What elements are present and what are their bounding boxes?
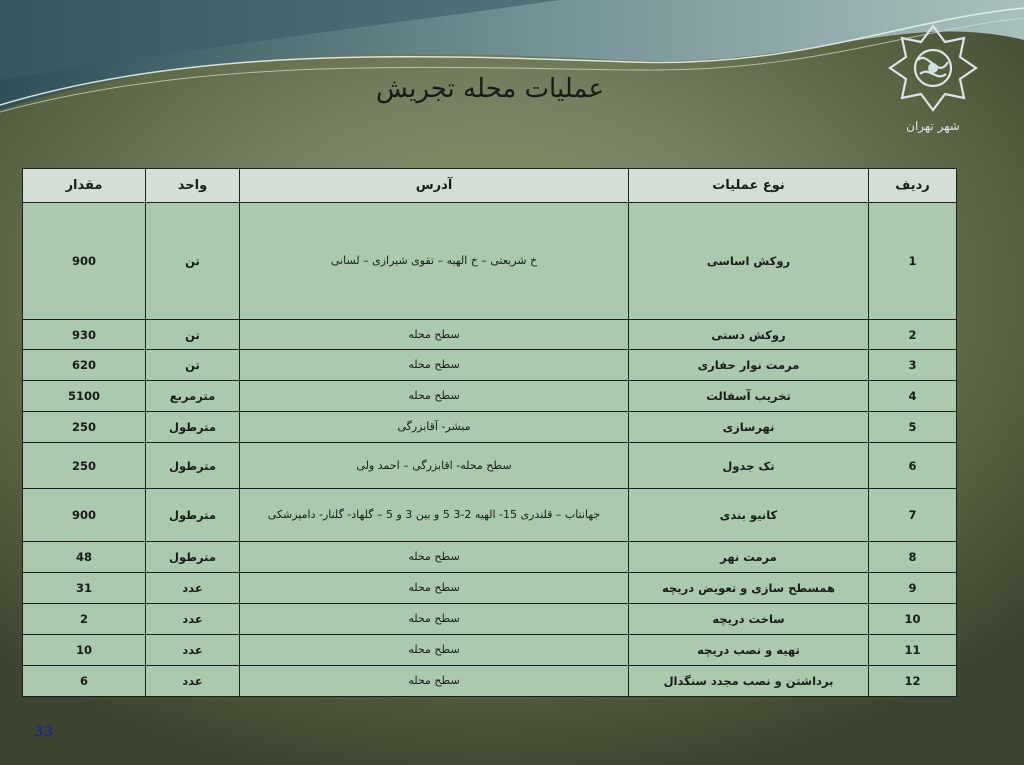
cell-unit: عدد: [146, 666, 240, 697]
table-row: [23, 635, 957, 666]
slide-title: عملیات محله تجریش: [376, 74, 604, 104]
table-row: [23, 542, 957, 573]
header-quantity: مقدار: [23, 169, 146, 203]
cell-row-no: 12: [869, 666, 957, 697]
table-row: [23, 350, 957, 381]
cell-operation: نهرسازی: [629, 412, 869, 443]
cell-quantity: 31: [23, 573, 146, 604]
cell-operation: ساخت دریچه: [629, 604, 869, 635]
header-address: آدرس: [240, 169, 629, 203]
cell-address: خ شریعتی – خ الهیه – تقوی شیرازی – لسانی: [240, 203, 629, 320]
cell-address: سطح محله: [240, 381, 629, 412]
table-row: [23, 412, 957, 443]
cell-operation: تهیه و نصب دریچه: [629, 635, 869, 666]
logo-caption: شهر تهران: [906, 119, 960, 133]
cell-operation: مرمت نهر: [629, 542, 869, 573]
cell-address: سطح محله: [240, 635, 629, 666]
table-row: [23, 443, 957, 489]
table-row: [23, 381, 957, 412]
cell-quantity: 900: [23, 203, 146, 320]
cell-operation: روکش دستی: [629, 320, 869, 350]
cell-row-no: 3: [869, 350, 957, 381]
header-unit: واحد: [146, 169, 240, 203]
cell-address: جهانتاب – قلندری 15- الهیه 2-3 5 و بین 3 و 5 – گلهاد- گلنار- دامپزشکی: [240, 489, 629, 542]
cell-address: سطح محله: [240, 542, 629, 573]
page-number: 33: [34, 724, 54, 740]
cell-quantity: 5100: [23, 381, 146, 412]
cell-operation: روکش اساسی: [629, 203, 869, 320]
header-row-no: ردیف: [869, 169, 957, 203]
cell-quantity: 250: [23, 443, 146, 489]
cell-row-no: 8: [869, 542, 957, 573]
cell-quantity: 250: [23, 412, 146, 443]
cell-unit: عدد: [146, 573, 240, 604]
header-operation: نوع عملیات: [629, 169, 869, 203]
cell-operation: کانیو بندی: [629, 489, 869, 542]
cell-quantity: 6: [23, 666, 146, 697]
cell-unit: تن: [146, 320, 240, 350]
cell-row-no: 5: [869, 412, 957, 443]
cell-row-no: 10: [869, 604, 957, 635]
table-row: [23, 604, 957, 635]
cell-unit: مترمربع: [146, 381, 240, 412]
table-header-row: [23, 169, 957, 203]
cell-quantity: 10: [23, 635, 146, 666]
cell-address: سطح محله: [240, 320, 629, 350]
cell-unit: مترطول: [146, 489, 240, 542]
cell-unit: مترطول: [146, 412, 240, 443]
cell-quantity: 2: [23, 604, 146, 635]
cell-operation: مرمت نوار حفاری: [629, 350, 869, 381]
cell-row-no: 11: [869, 635, 957, 666]
cell-quantity: 900: [23, 489, 146, 542]
cell-unit: عدد: [146, 604, 240, 635]
table-row: [23, 320, 957, 350]
cell-row-no: 9: [869, 573, 957, 604]
cell-row-no: 1: [869, 203, 957, 320]
cell-quantity: 930: [23, 320, 146, 350]
cell-unit: مترطول: [146, 443, 240, 489]
cell-operation: تک جدول: [629, 443, 869, 489]
cell-row-no: 6: [869, 443, 957, 489]
table-row: [23, 666, 957, 697]
operations-table-container: [22, 168, 956, 696]
table-row: [23, 573, 957, 604]
cell-address: سطح محله: [240, 666, 629, 697]
cell-operation: تخریب آسفالت: [629, 381, 869, 412]
cell-row-no: 4: [869, 381, 957, 412]
cell-unit: مترطول: [146, 542, 240, 573]
cell-quantity: 48: [23, 542, 146, 573]
cell-operation: برداشتن و نصب مجدد سنگدال: [629, 666, 869, 697]
table-row: [23, 203, 957, 320]
cell-address: سطح محله: [240, 604, 629, 635]
cell-unit: تن: [146, 203, 240, 320]
cell-unit: تن: [146, 350, 240, 381]
cell-operation: همسطح سازی و تعویض دریچه: [629, 573, 869, 604]
cell-quantity: 620: [23, 350, 146, 381]
cell-address: مبشر- آقابزرگی: [240, 412, 629, 443]
table-row: [23, 489, 957, 542]
cell-address: سطح محله: [240, 350, 629, 381]
cell-address: سطح محله- اقابزرگی – احمد ولی: [240, 443, 629, 489]
cell-address: سطح محله: [240, 573, 629, 604]
cell-unit: عدد: [146, 635, 240, 666]
cell-row-no: 7: [869, 489, 957, 542]
decorative-waves: [0, 0, 1024, 130]
cell-row-no: 2: [869, 320, 957, 350]
operations-table: [22, 168, 957, 697]
